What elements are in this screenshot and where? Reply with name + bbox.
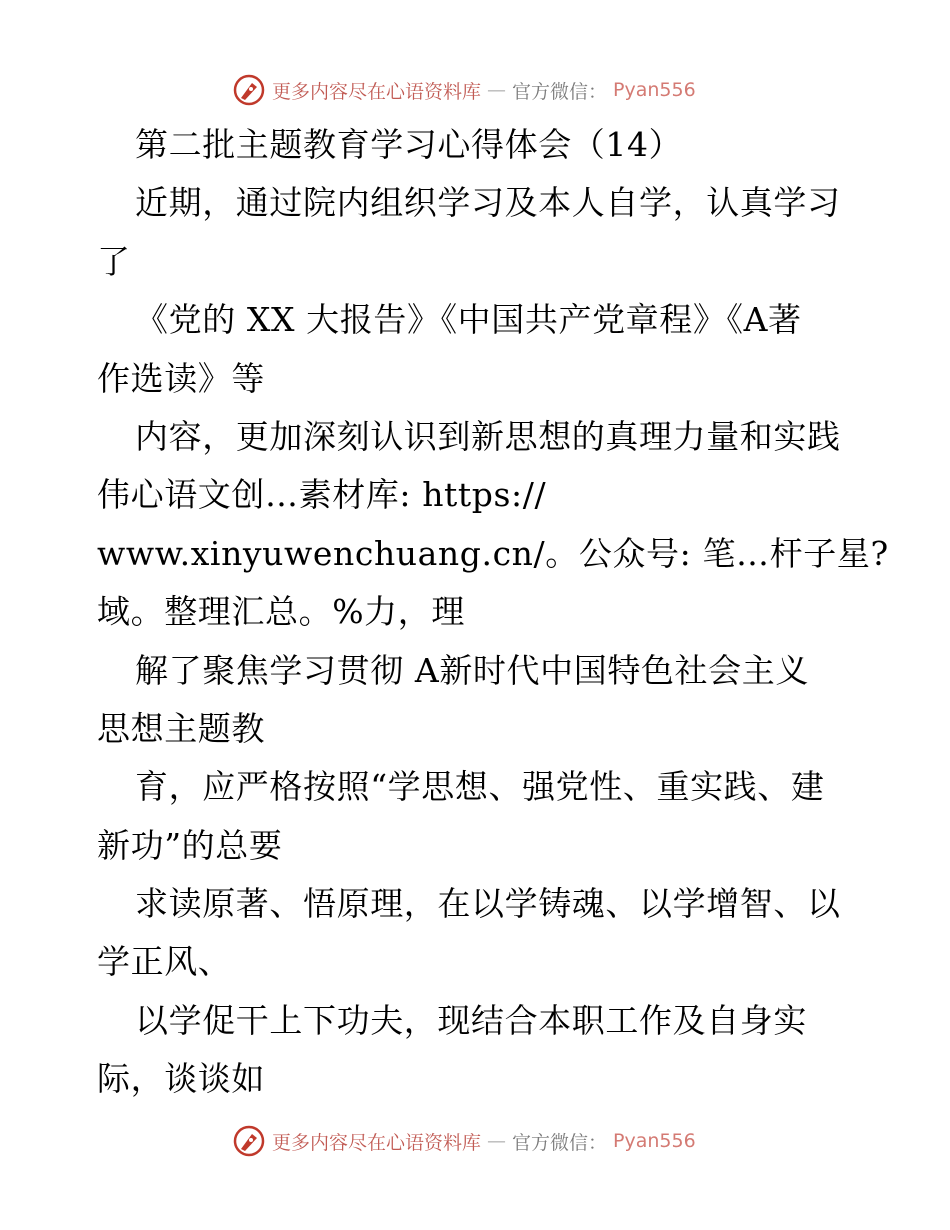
paragraph-line: 了 bbox=[97, 241, 131, 281]
paragraph-line: 伟心语文创…素材库: https:// bbox=[97, 475, 547, 515]
banner-wechat-label: 官方微信： bbox=[512, 1131, 608, 1154]
paragraph-line: 新功”的总要 bbox=[97, 825, 283, 865]
banner-wechat-label: 官方微信： bbox=[512, 80, 608, 103]
paragraph-line: 学正风、 bbox=[97, 942, 232, 982]
document-title: 第二批主题教育学习心得体会（14） bbox=[135, 125, 683, 164]
paragraph-line: 作选读》等 bbox=[97, 358, 265, 398]
paragraph-line: 以学促干上下功夫，现结合本职工作及自身实 bbox=[135, 1000, 807, 1040]
paragraph-line: www.xinyuwenchuang.cn/。公众号: 笔…杆子星? bbox=[97, 533, 889, 573]
paragraph-line: 内容，更加深刻认识到新思想的真理力量和实践 bbox=[135, 416, 841, 456]
paragraph-line: 际，谈谈如 bbox=[97, 1059, 265, 1099]
paragraph-line: 求读原著、悟原理，在以学铸魂、以学增智、以 bbox=[135, 884, 841, 924]
pen-nib-logo-icon bbox=[232, 73, 266, 107]
paragraph-line: 思想主题教 bbox=[97, 708, 265, 748]
pen-nib-logo-icon bbox=[232, 1124, 266, 1158]
banner-separator: — bbox=[487, 79, 507, 101]
banner-wechat-id: Pyan556 bbox=[613, 79, 696, 101]
banner-text: 更多内容尽在心语资料库 bbox=[272, 80, 482, 103]
paragraph-line: 近期，通过院内组织学习及本人自学，认真学习 bbox=[135, 183, 841, 223]
document-body bbox=[97, 116, 889, 1109]
banner-separator: — bbox=[487, 1130, 507, 1152]
paragraph-line: 《党的 XX 大报告》《中国共产党章程》《A著 bbox=[135, 300, 802, 340]
paragraph-line: 育，应严格按照“学思想、强党性、重实践、建 bbox=[135, 767, 825, 807]
banner-wechat-id: Pyan556 bbox=[613, 1130, 696, 1152]
paragraph-line: 域。整理汇总。%力，理 bbox=[97, 592, 465, 632]
header-banner bbox=[232, 73, 696, 107]
banner-text: 更多内容尽在心语资料库 bbox=[272, 1131, 482, 1154]
paragraph-line: 解了聚焦学习贯彻 A新时代中国特色社会主义 bbox=[135, 650, 809, 690]
footer-banner bbox=[232, 1124, 696, 1158]
